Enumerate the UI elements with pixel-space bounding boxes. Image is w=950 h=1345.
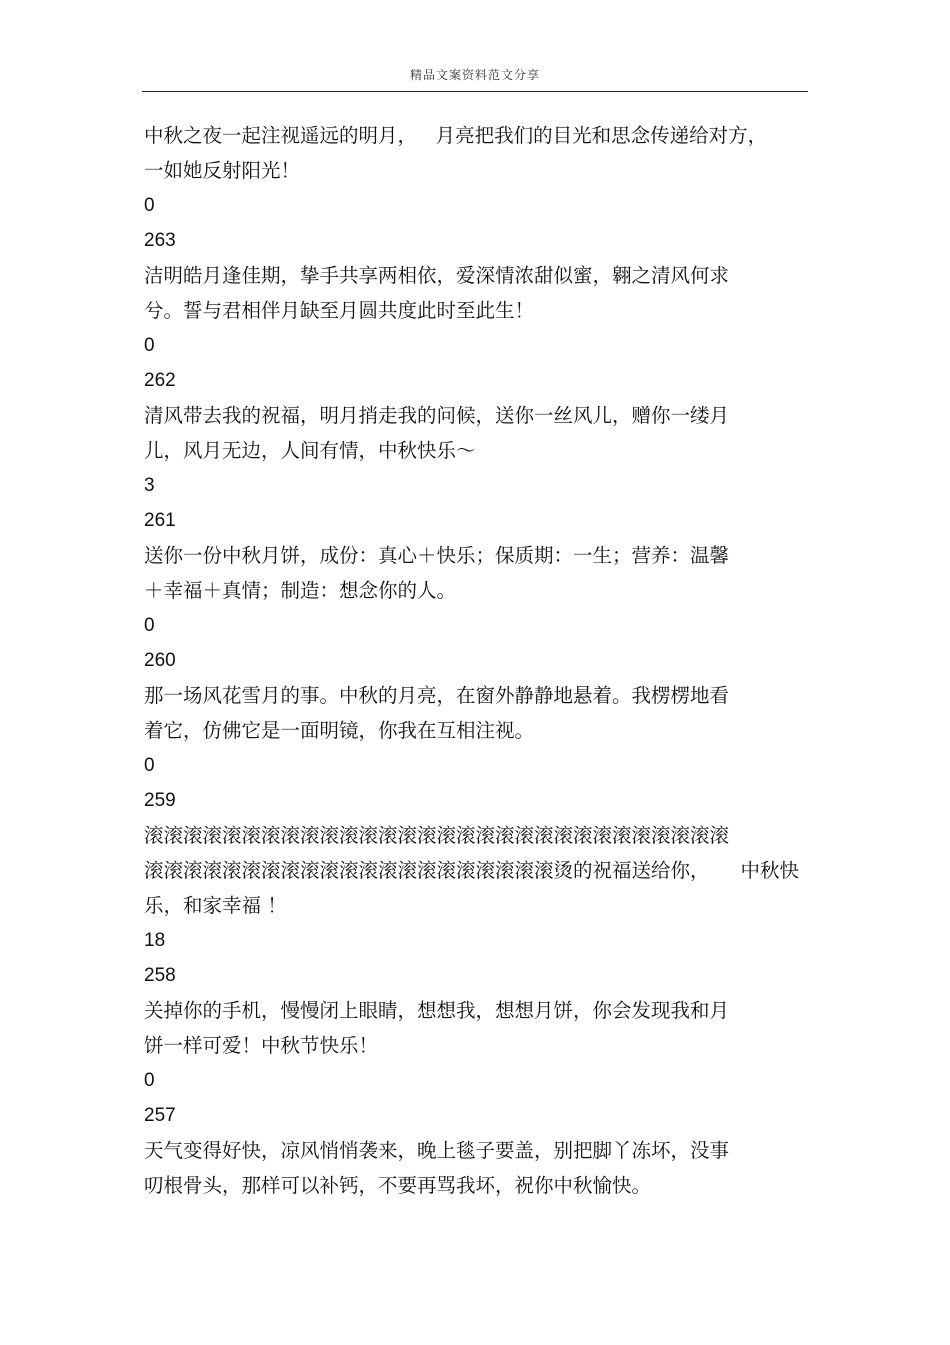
message-text-line: 送你一份中秋月饼，成份：真心＋快乐；保质期：一生；营养：温馨	[144, 544, 730, 567]
message-text-line: 乐，和家幸福 ！	[144, 894, 287, 917]
message-text-line: 儿，风月无边，人间有情，中秋快乐～	[144, 439, 476, 462]
message-text-line: 着它，仿佛它是一面明镜，你我在互相注视。	[144, 719, 535, 742]
vote-count: 0	[144, 335, 155, 356]
message-text-line: 一如她反射阳光！	[144, 159, 301, 182]
entry-number: 261	[144, 510, 176, 531]
message-text-line: 天气变得好快，凉风悄悄袭来，晚上毯子要盖，别把脚丫冻坏，没事	[144, 1139, 730, 1162]
message-text-line: 关掉你的手机，慢慢闭上眼睛，想想我，想想月饼，你会发现我和月	[144, 999, 730, 1022]
message-entry	[144, 818, 809, 993]
message-text-line: 滚滚滚滚滚滚滚滚滚滚滚滚滚滚滚滚滚滚滚滚滚滚滚滚滚滚滚滚滚滚	[144, 824, 730, 847]
vote-count: 18	[144, 930, 166, 951]
message-entry	[144, 118, 809, 258]
message-text-line: 饼一样可爱！中秋节快乐！	[144, 1034, 379, 1057]
entry-number: 263	[144, 230, 176, 251]
entry-number: 262	[144, 370, 176, 391]
page-header-title: 精品文案资料范文分享	[409, 68, 540, 82]
vote-count: 0	[144, 615, 155, 636]
message-text-line: 中秋之夜一起注视遥远的明月， 月亮把我们的目光和思念传递给对方，	[144, 124, 768, 147]
message-entry	[144, 398, 809, 538]
message-text-line: 滚滚滚滚滚滚滚滚滚滚滚滚滚滚滚滚滚滚滚滚滚烫的祝福送给你， 中秋快	[144, 859, 799, 882]
vote-count: 0	[144, 195, 155, 216]
message-entry	[144, 1133, 809, 1203]
message-text-line: 叨根骨头，那样可以补钙，不要再骂我坏，祝你中秋愉快。	[144, 1174, 652, 1197]
message-entry	[144, 678, 809, 818]
message-entry	[144, 538, 809, 678]
message-text-line: ＋幸福＋真情；制造：想念你的人。	[144, 579, 457, 602]
header-divider	[142, 91, 808, 92]
vote-count: 0	[144, 755, 155, 776]
message-entry	[144, 993, 809, 1133]
document-body	[144, 118, 809, 1203]
message-text-line: 洁明皓月逢佳期，挚手共享两相依，爱深情浓甜似蜜，翱之清风何求	[144, 264, 730, 287]
message-text-line: 兮。誓与君相伴月缺至月圆共度此时至此生！	[144, 299, 535, 322]
entry-number: 258	[144, 965, 176, 986]
vote-count: 3	[144, 475, 155, 496]
vote-count: 0	[144, 1070, 155, 1091]
entry-number: 260	[144, 650, 176, 671]
entry-number: 257	[144, 1105, 176, 1126]
message-text-line: 那一场风花雪月的事。中秋的月亮，在窗外静静地悬着。我楞楞地看	[144, 684, 730, 707]
message-text-line: 清风带去我的祝福，明月捎走我的问候，送你一丝风儿，赠你一缕月	[144, 404, 730, 427]
entry-number: 259	[144, 790, 176, 811]
message-entry	[144, 258, 809, 398]
